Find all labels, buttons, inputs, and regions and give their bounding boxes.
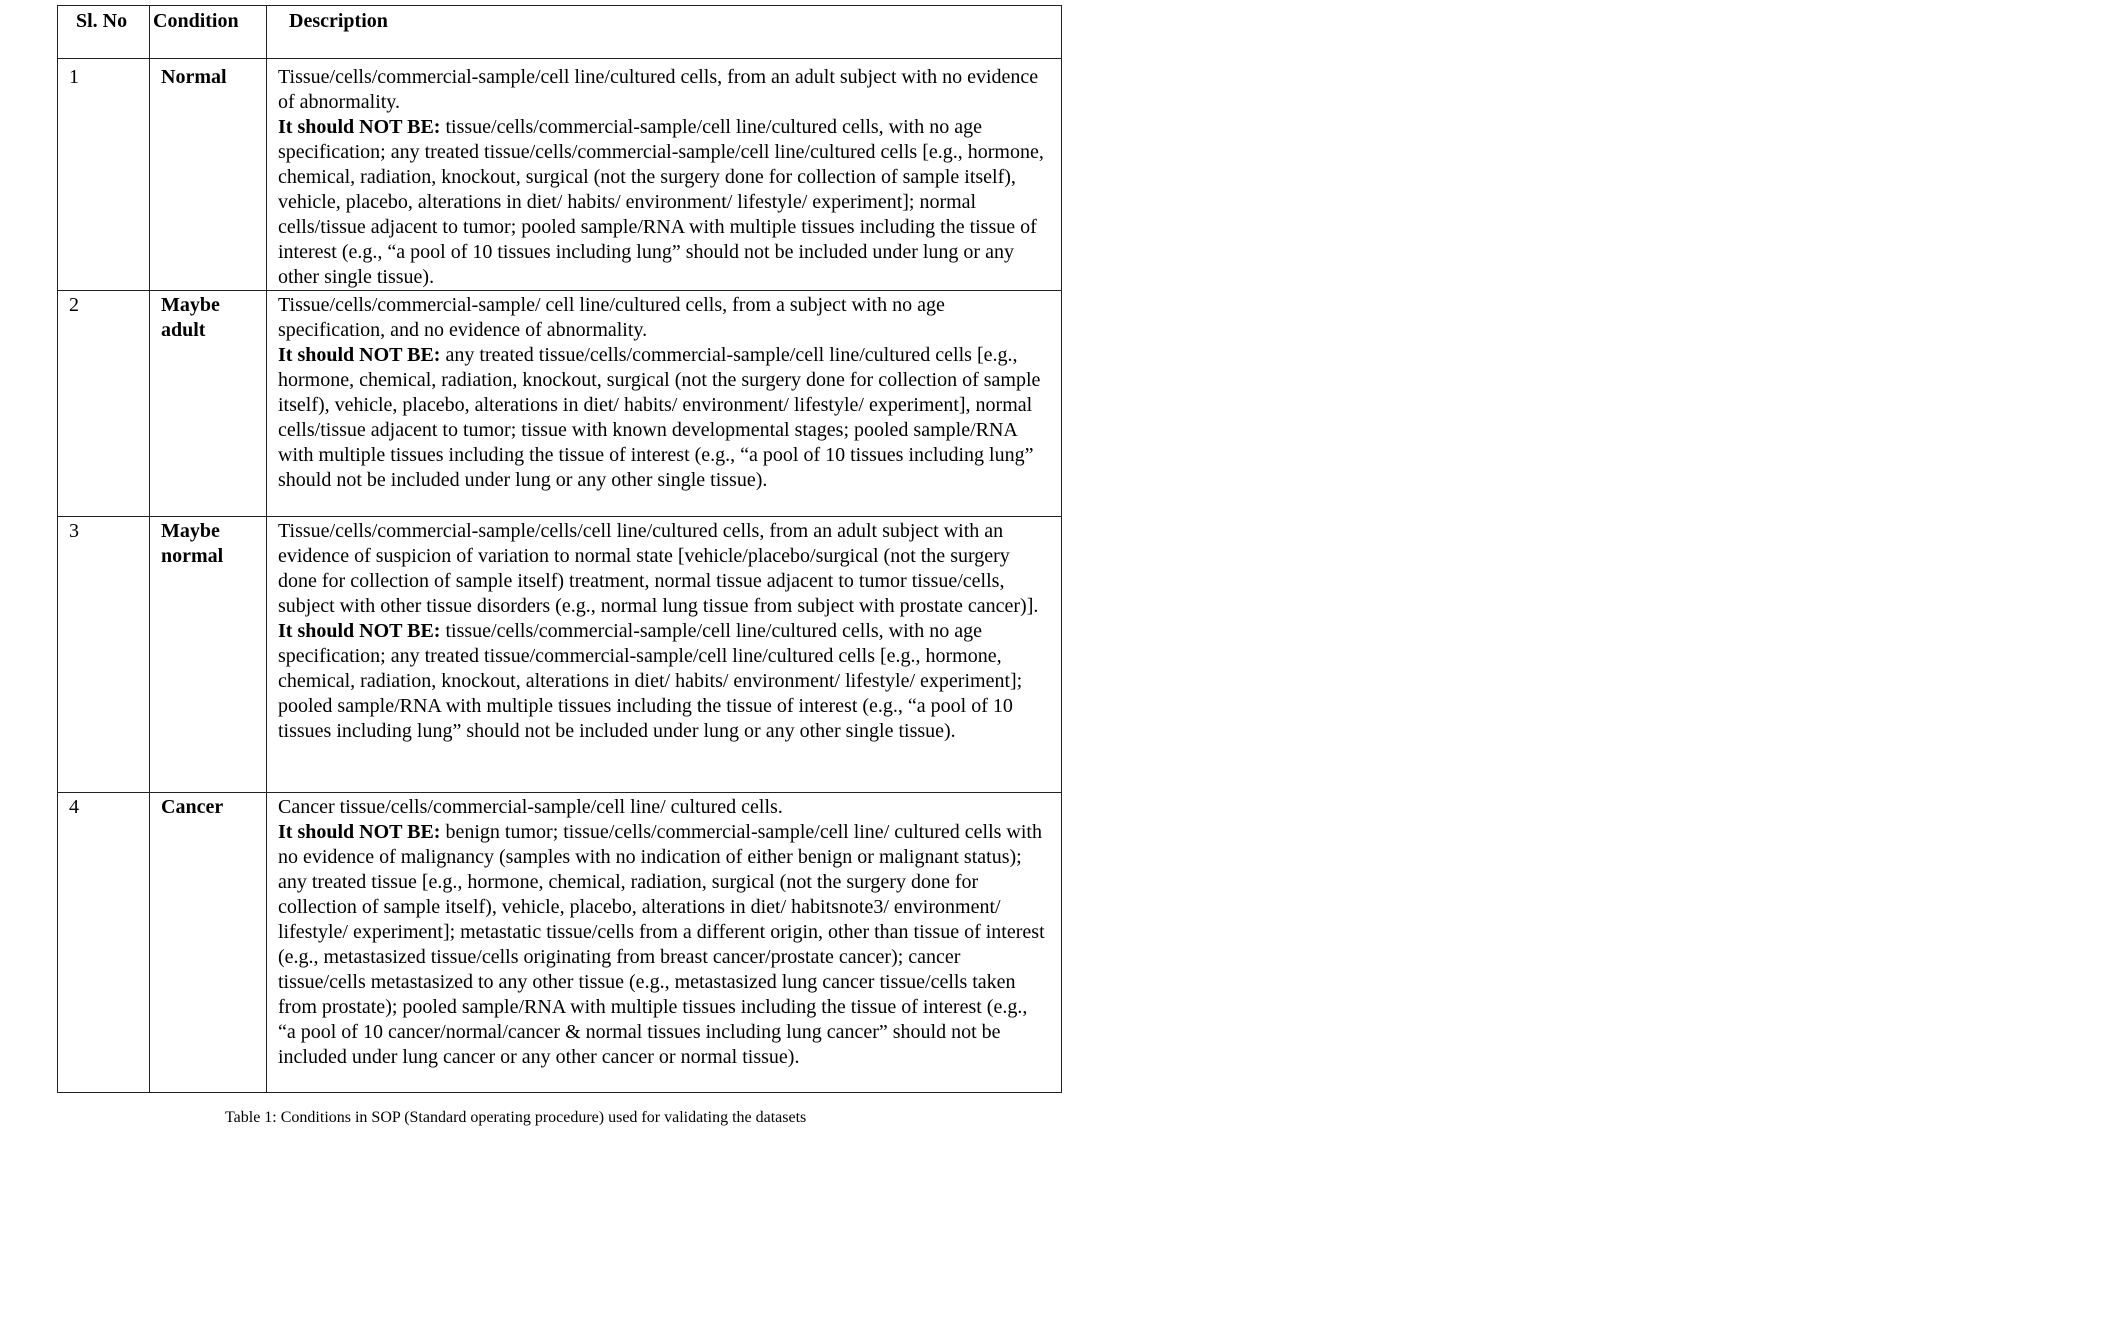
exclusion-text: benign tumor; tissue/cells/commercial-sample/cell line/ cultured cells with no evidence of malignancy (samples with no indication of either benign or malignant status); any treated tissue [e.g., hormone, chemical, radiation, surgical (not the surgery done for collection of sample itself), vehicle, placebo, alterations in diet/ habitsnote3/ environment/ lifestyle/ experiment]; metastatic tissue/cells from a different origin, other than tissue of interest (e.g., metastasized tissue/cells originating from breast cancer/prostate cancer); cancer tissue/cells metastasized to any other tissue (e.g., metastasized lung cancer tissue/cells taken from prostate); pooled sample/RNA with multiple tissues including the tissue of interest (e.g., “a pool of 10 cancer/normal/cancer & normal tissues including lung cancer” should not be included under lung cancer or any other cancer or normal tissue).	[278, 821, 1045, 1068]
sop-conditions-table	[57, 5, 1062, 1093]
not-be-label: It should NOT BE:	[278, 116, 441, 138]
description-intro: Cancer tissue/cells/commercial-sample/cell line/ cultured cells.	[278, 796, 783, 818]
row-condition: Cancer	[150, 793, 267, 1093]
row-description	[267, 517, 1062, 793]
description-intro: Tissue/cells/commercial-sample/ cell line/cultured cells, from a subject with no age specification, and no evidence of abnormality.	[278, 294, 945, 341]
table-row	[58, 793, 1062, 1093]
not-be-label: It should NOT BE:	[278, 821, 441, 843]
description-exclusions	[278, 115, 1049, 290]
row-sl-no: 4	[58, 793, 150, 1093]
row-description	[267, 59, 1062, 291]
row-condition: Normal	[150, 59, 267, 291]
not-be-label: It should NOT BE:	[278, 620, 441, 642]
table-header-row	[58, 6, 1062, 59]
description-exclusions	[278, 820, 1049, 1070]
table-caption: Table 1: Conditions in SOP (Standard operating procedure) used for validating the datasets	[225, 1109, 807, 1126]
description-intro: Tissue/cells/commercial-sample/cell line/cultured cells, from an adult subject with no evidence of abnormality.	[278, 66, 1039, 113]
row-condition: Maybe adult	[150, 291, 267, 517]
exclusion-text: tissue/cells/commercial-sample/cell line/cultured cells, with no age specification; any treated tissue/commercial-sample/cell line/cultured cells [e.g., hormone, chemical, radiation, knockout, alterations in diet/ habits/ environment/ lifestyle/ experiment]; pooled sample/RNA with multiple tissues including the tissue of interest (e.g., “a pool of 10 tissues including lung” should not be included under lung or any other single tissue).	[278, 620, 1023, 742]
row-condition: Maybe normal	[150, 517, 267, 793]
table-row	[58, 59, 1062, 291]
row-description	[267, 291, 1062, 517]
table-row	[58, 291, 1062, 517]
table-row	[58, 517, 1062, 793]
row-description	[267, 793, 1062, 1093]
exclusion-text: any treated tissue/cells/commercial-sample/cell line/cultured cells [e.g., hormone, chemical, radiation, knockout, surgical (not the surgery done for collection of sample itself), vehicle, placebo, alterations in diet/ habits/ environment/ lifestyle/ experiment], normal cells/tissue adjacent to tumor; tissue with known developmental stages; pooled sample/RNA with multiple tissues including the tissue of interest (e.g., “a pool of 10 tissues including lung” should not be included under lung or any other single tissue).	[278, 344, 1041, 491]
header-description: Description	[267, 6, 1062, 59]
row-sl-no: 2	[58, 291, 150, 517]
description-exclusions	[278, 619, 1049, 744]
description-intro: Tissue/cells/commercial-sample/cells/cell line/cultured cells, from an adult subject with an evidence of suspicion of variation to normal state [vehicle/placebo/surgical (not the surgery done for collection of sample itself) treatment, normal tissue adjacent to tumor tissue/cells, subject with other tissue disorders (e.g., normal lung tissue from subject with prostate cancer)].	[278, 520, 1039, 617]
row-sl-no: 3	[58, 517, 150, 793]
header-sl-no: Sl. No	[58, 6, 150, 59]
exclusion-text: tissue/cells/commercial-sample/cell line/cultured cells, with no age specification; any treated tissue/cells/commercial-sample/cell line/cultured cells [e.g., hormone, chemical, radiation, knockout, surgical (not the surgery done for collection of sample itself), vehicle, placebo, alterations in diet/ habits/ environment/ lifestyle/ experiment]; normal cells/tissue adjacent to tumor; pooled sample/RNA with multiple tissues including the tissue of interest (e.g., “a pool of 10 tissues including lung” should not be included under lung or any other single tissue).	[278, 116, 1044, 288]
header-condition: Condition	[150, 6, 267, 59]
row-sl-no: 1	[58, 59, 150, 291]
description-exclusions	[278, 343, 1049, 493]
not-be-label: It should NOT BE:	[278, 344, 441, 366]
